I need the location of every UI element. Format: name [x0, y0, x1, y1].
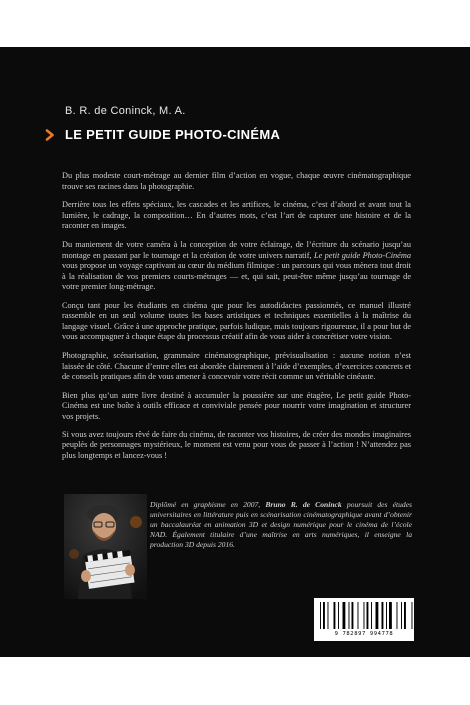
blurb: [62, 171, 411, 470]
bio-end: poursuit des études universitaires en littérature puis en scénarisation cinématographique avant d’obtenir un baccalauréat en animation 3D et design numérique pour le cinéma de l’école NAD. Également titulaire d’une maîtrise en arts numériques, il enseigne la production 3D depuis 2016.: [150, 500, 412, 549]
chevron-right-icon: [44, 129, 56, 141]
author-name: B. R. de Coninck, M. A.: [65, 105, 186, 117]
blurb-book-title: Le petit guide Photo-Cinéma: [313, 250, 411, 260]
blurb-paragraph-3: [62, 240, 411, 293]
author-photo-illustration: [64, 494, 147, 599]
barcode-number: 9 782897 994778: [334, 631, 394, 637]
blurb-paragraph-6: Bien plus qu’un autre livre destiné à accumuler la poussière sur une étagère, Le petit guide Photo-Cinéma est une boîte à outils efficace et conviviale pensée pour nourrir votre imagination et structurer vos projets.: [62, 390, 411, 421]
book-title: LE PETIT GUIDE PHOTO-CINÉMA: [65, 127, 281, 142]
barcode: [314, 598, 414, 641]
blurb-paragraph-3-end: vous propose un voyage captivant au cœur du médium filmique : un parcours qui vous mènera tout droit à la réalisation de vos premiers courts-métrages — et, qui sait, peut-être même jusqu’au tournage de votre premier long-métrage.: [62, 261, 411, 292]
author-photo: [64, 494, 147, 599]
title-row: [44, 127, 280, 142]
back-cover: [0, 47, 470, 657]
author-bio: [150, 500, 412, 550]
blurb-paragraph-7: Si vous avez toujours rêvé de faire du cinéma, de raconter vos histoires, de créer des mondes imaginaires peuplés de personnages mystérieux, le moment est venu pour vous de passer à l’action ! N’attendez pas plus longtemps et lancez-vous !: [62, 429, 411, 460]
blurb-paragraph-4: Conçu tant pour les étudiants en cinéma que pour les autodidactes passionnés, ce manuel illustré rassemble en un seul volume toutes les bases artistiques et techniques essentielles à la maîtrise du langage visuel. Grâce à une approche pratique, parfois ludique, mais toujours rigoureuse, il a pour but de vous accompagner à chaque étape du processus créatif afin de vous aider à concrétiser votre vision.: [62, 300, 411, 342]
blurb-paragraph-3-start: Du maniement de votre caméra à la conception de votre éclairage, de l’écriture du scénario jusqu’au montage en passant par le tournage et la création de votre univers narratif,: [62, 240, 411, 260]
barcode-bars: [314, 598, 414, 632]
blurb-paragraph-5: Photographie, scénarisation, grammaire cinématographique, prévisualisation : aucune notion n’est laissée de côté. Chacune d’entre elles est abordée clairement à l’aide d’exemples, d’exercices concrets et de conseils pratiques afin de vous amener à concevoir votre récit comme un véritable cinéaste.: [62, 351, 411, 382]
bio-start: Diplômé en graphisme en 2007,: [150, 500, 266, 509]
blurb-paragraph-2: Derrière tous les effets spéciaux, les cascades et les artifices, le cinéma, c’est d’abord et avant tout la lumière, le cadrage, la composition… En d’autres mots, c’est l’art de capturer une histoire et de la raconter en images.: [62, 200, 411, 231]
bio-author-name: Bruno R. de Coninck: [265, 500, 342, 509]
blurb-paragraph-1: Du plus modeste court-métrage au dernier film d’action en vogue, chaque œuvre cinématographique trouve ses racines dans la photographie.: [62, 171, 411, 191]
